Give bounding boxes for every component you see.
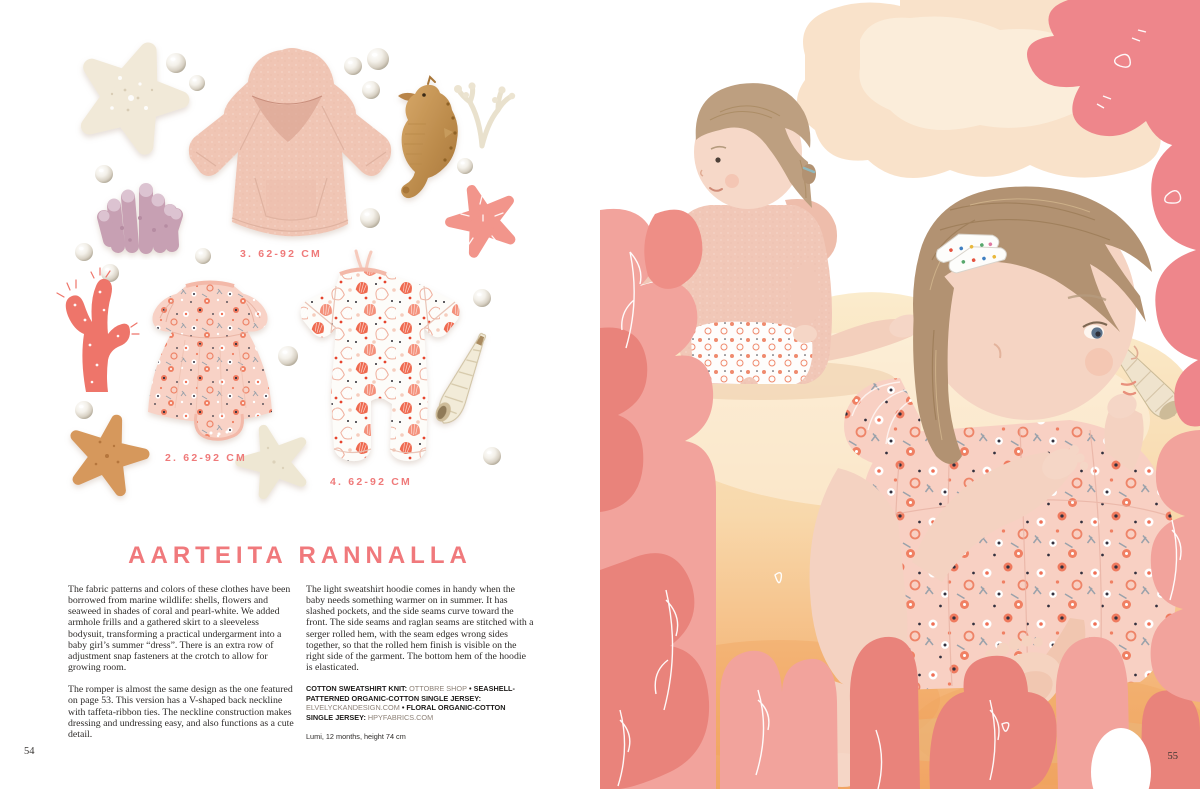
body-text-column-2 [306, 584, 534, 753]
paragraph: The romper is almost the same design as the one featured on page 53. This version has a V-shaped back neckline with taffeta-ribbon ties. The neckline construction makes dressing and undressing easy, and also functions as a cute detail. [68, 684, 294, 740]
white-knobby-starfish-photo [73, 35, 193, 153]
size-label-dress: 2. 62-92 CM [165, 452, 247, 464]
model-info: Lumi, 12 months, height 74 cm [306, 732, 406, 742]
paragraph: The light sweatshirt hoodie comes in handy when the baby needs something warmer on in summer. It has slashed pockets, and the side seams curve toward the front. The side seams and raglan seams are stitched with a serger rolled hem, with the seam edges wrong sides together, so that the rolled hem finish is visible on the right side of the garment. The bottom hem of the hoodie is elasticated. [306, 584, 534, 674]
body-text-column-1 [68, 584, 296, 753]
body-text [68, 584, 534, 753]
romper-photo [301, 251, 460, 461]
spiral-shell-photo [433, 329, 494, 428]
size-label-romper: 4. 62-92 CM [330, 476, 412, 488]
coral-starfish-illustration [442, 179, 521, 257]
page-number-right: 55 [1167, 751, 1178, 762]
babies-photo-collage [600, 0, 1200, 789]
white-coral-sprig-photo [454, 82, 515, 146]
page-number-left: 54 [24, 746, 35, 757]
page-title: AARTEITA RANNALLA [128, 542, 472, 570]
seahorse-photo [398, 77, 458, 198]
fabric-credits: COTTON SWEATSHIRT KNIT: OTTOBRE SHOP • SEASHELL-PATTERNED ORGANIC-COTTON SINGLE JERSEY: ELVELYCKANDESIGN.COM • FLORAL ORGANIC-COTTON SINGLE JERSEY: HPYFABRICS.COM [306, 684, 515, 722]
flatlay-photo-collage [0, 0, 600, 525]
size-label-hoodie: 3. 62-92 CM [240, 248, 322, 260]
orange-starfish-photo [65, 411, 150, 494]
hoodie-photo [189, 48, 391, 236]
dress-photo [148, 283, 272, 440]
red-coral-illustration [57, 268, 139, 392]
paragraph: The fabric patterns and colors of these clothes have been borrowed from marine wildlife: shells, flowers and seaweed in shades of coral and pearl-white. We added armhole frills and a gathered skirt to a sleeveless bodysuit, transforming a practical undergarment into a baby girl’s summer “dress”. There is an extra row of adjustment snap fasteners at the crotch to allow for growing room. [68, 584, 291, 674]
page-right [600, 0, 1200, 789]
lilac-coral-photo [99, 183, 182, 247]
